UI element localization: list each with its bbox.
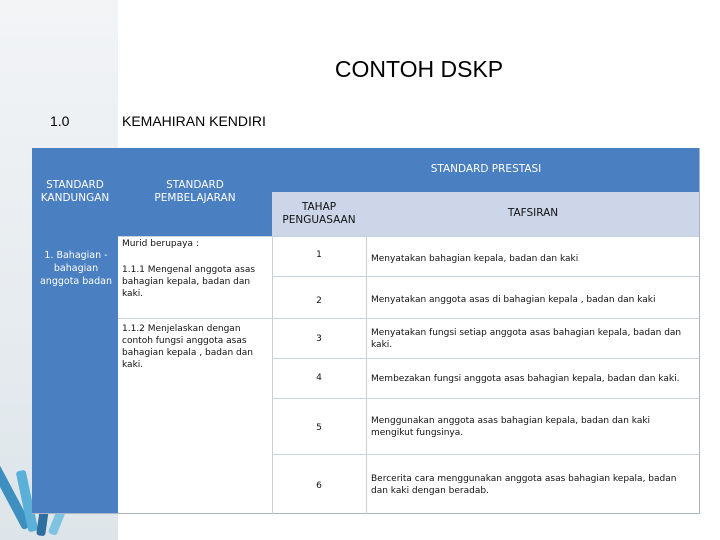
header-standard-pembelajaran — [118, 148, 272, 236]
table-right-border — [699, 148, 700, 514]
header-label: TAFSIRAN — [507, 207, 559, 220]
pembelajaran-intro: Murid berupaya : — [122, 239, 199, 249]
kandungan-text: 1. Bahagian - bahagian anggota badan — [39, 250, 112, 287]
header-label: STANDARD KANDUNGAN — [40, 178, 110, 204]
tafsiran-2: Menyatakan anggota asas di bahagian kepala , badan dan kaki — [371, 295, 656, 305]
tafsiran-1: Menyatakan bahagian kepala, badan dan kaki — [371, 254, 579, 264]
tafsiran-3: Menyatakan fungsi setiap anggota asas bahagian kepala, badan dan kaki. — [371, 328, 682, 351]
section-number: 1.0 — [50, 113, 70, 129]
pembelajaran-cell — [118, 236, 272, 514]
tp-5: 5 — [316, 423, 322, 433]
header-tafsiran — [366, 192, 700, 236]
tafsiran-5: Menggunakan anggota asas bahagian kepala, badan dan kaki mengikut fungsinya. — [371, 416, 651, 439]
tafsiran-6: Bercerita cara menggunakan anggota asas bahagian kepala, badan dan kaki dengan beradab. — [371, 474, 677, 497]
pembelajaran-item-1: 1.1.1 Mengenal anggota asas bahagian kepala, badan dan kaki. — [122, 265, 256, 300]
kandungan-cell — [32, 236, 118, 514]
tafsiran-4: Membezakan fungsi anggota asas bahagian kepala, badan dan kaki. — [371, 374, 680, 384]
header-standard-prestasi — [272, 148, 700, 192]
row-divider — [272, 276, 700, 277]
header-standard-kandungan — [32, 148, 118, 236]
row-divider — [272, 318, 700, 319]
header-label: STANDARD PEMBELAJARAN — [154, 178, 236, 204]
row-divider — [272, 454, 700, 455]
tp-6: 6 — [316, 481, 322, 491]
row-divider — [272, 358, 700, 359]
tp-4: 4 — [316, 373, 322, 383]
header-label: TAHAP PENGUASAAN — [282, 200, 356, 226]
row-divider — [272, 398, 700, 399]
header-tahap-penguasaan — [272, 192, 366, 236]
row-divider — [118, 318, 272, 319]
section-title: KEMAHIRAN KENDIRI — [122, 113, 266, 129]
page-title: CONTOH DSKP — [334, 56, 504, 82]
header-label: STANDARD PRESTASI — [430, 163, 542, 176]
column-divider — [272, 236, 273, 514]
row-divider — [118, 236, 700, 237]
tp-2: 2 — [316, 296, 322, 306]
tp-1: 1 — [316, 250, 322, 260]
tp-3: 3 — [316, 334, 322, 344]
pembelajaran-item-2: 1.1.2 Menjelaskan dengan contoh fungsi anggota asas bahagian kepala , badan dan kaki. — [122, 323, 253, 370]
column-divider — [366, 236, 367, 514]
